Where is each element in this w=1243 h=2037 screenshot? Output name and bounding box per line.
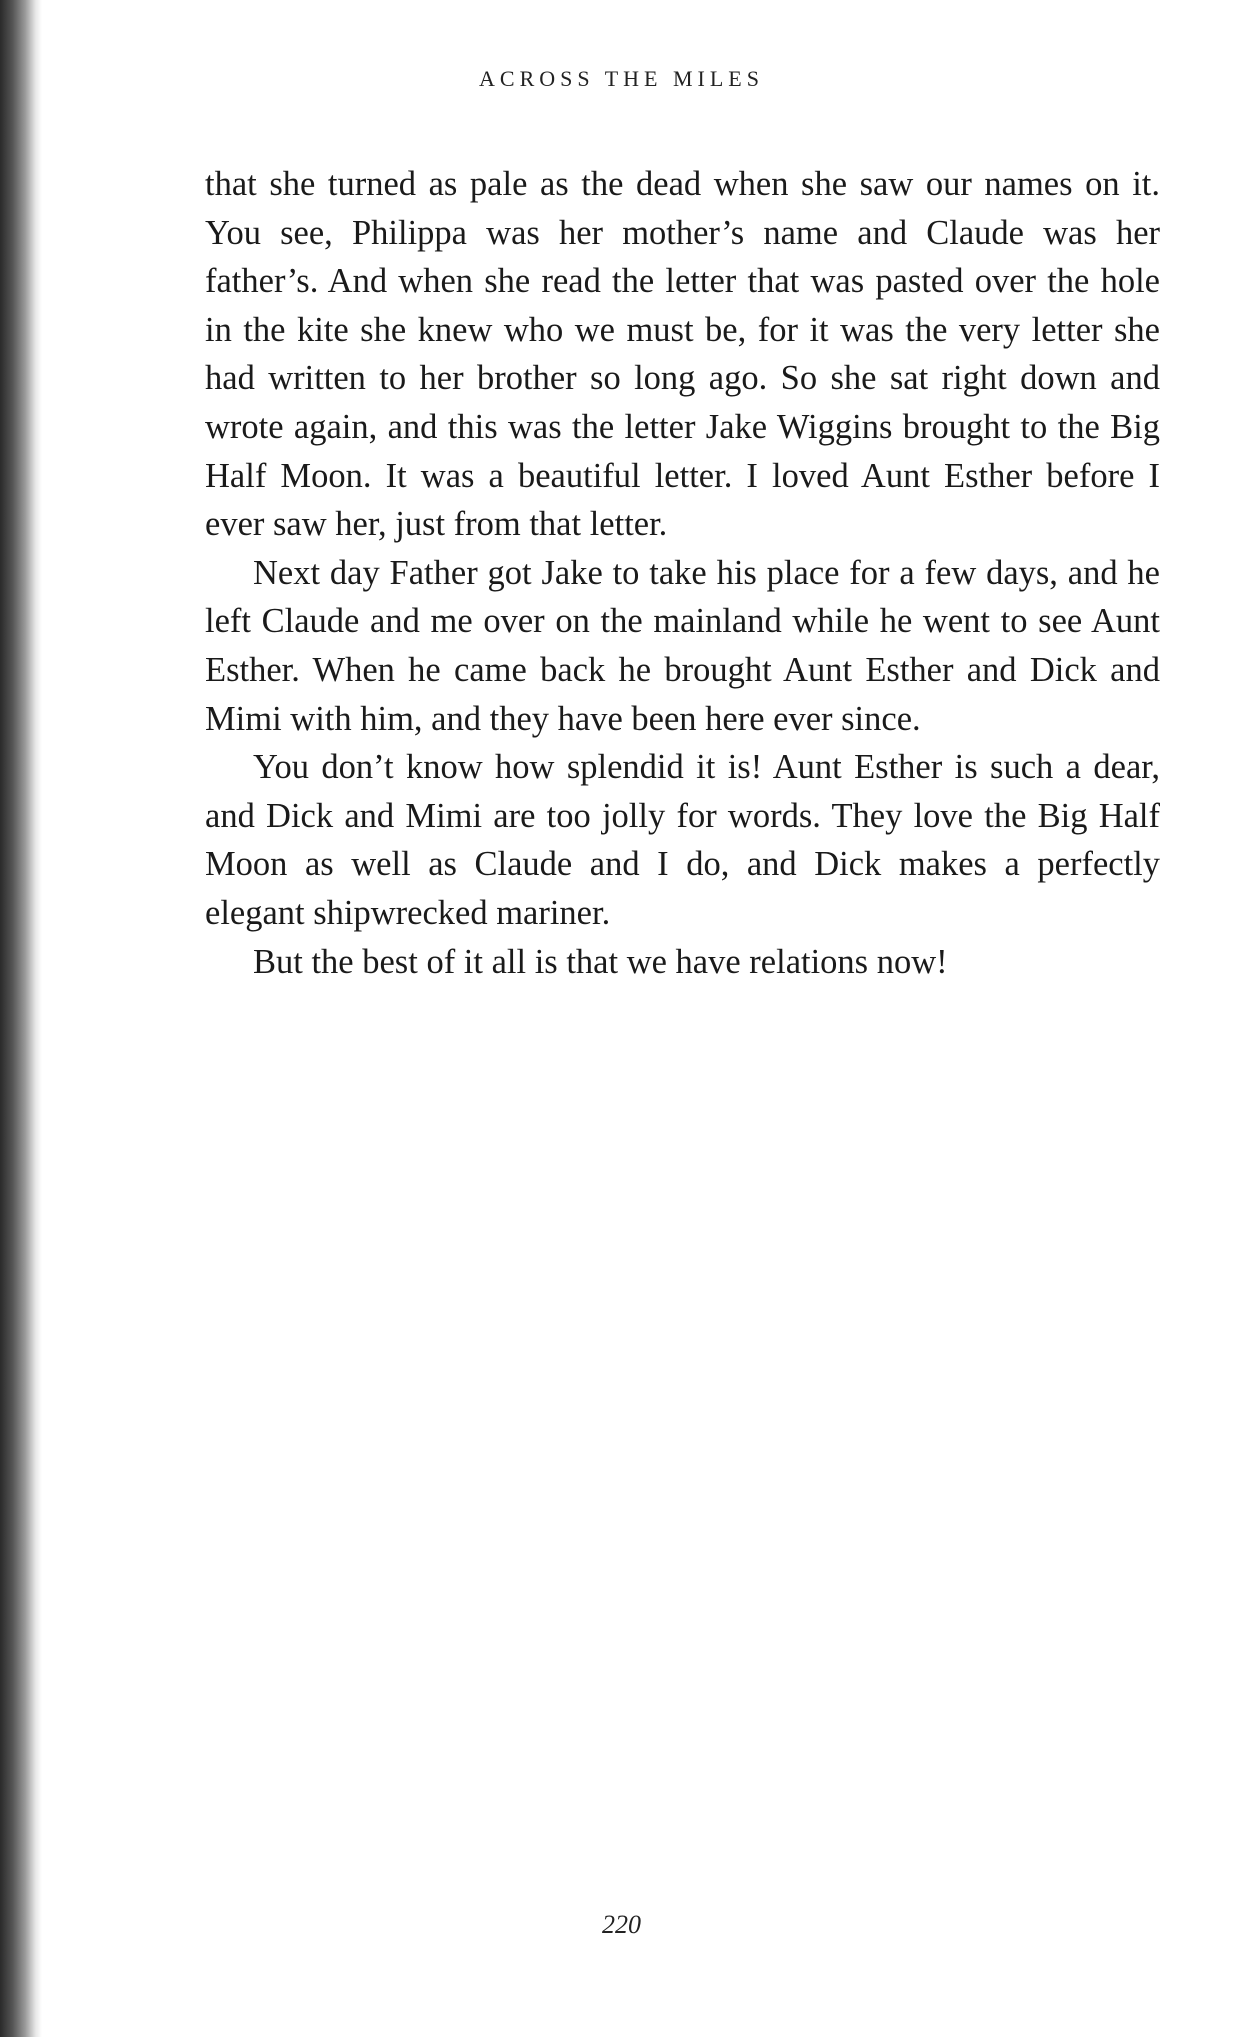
running-head: ACROSS THE MILES <box>479 66 764 91</box>
page-number: 220 <box>602 1910 641 1939</box>
paragraph: that she turned as pale as the dead when she saw our names on it. You see, Philippa was her mother’s name and Claude was her father’s. And when she read the letter that was pasted over the hole in the kite she knew who we must be, for it was the very letter she had written to her brother so long ago. So she sat right down and wrote again, and this was the letter Jake Wiggins brought to the Big Half Moon. It was a beautiful letter. I loved Aunt Esther before I ever saw her, just from that letter. <box>205 165 1160 544</box>
page-body <box>205 160 1160 986</box>
paragraph: You don’t know how splendid it is! Aunt Esther is such a dear, and Dick and Mimi are too jolly for words. They love the Big Half Moon as well as Claude and I do, and Dick makes a perfectly elegant shipwrecked mariner. <box>205 748 1160 932</box>
paragraph: But the best of it all is that we have relations now! <box>253 942 948 981</box>
binding-shadow <box>0 0 42 2037</box>
paragraph: Next day Father got Jake to take his place for a few days, and he left Claude and me over on the mainland while he went to see Aunt Esther. When he came back he brought Aunt Esther and Dick and Mimi with him, and they have been here ever since. <box>205 553 1160 738</box>
